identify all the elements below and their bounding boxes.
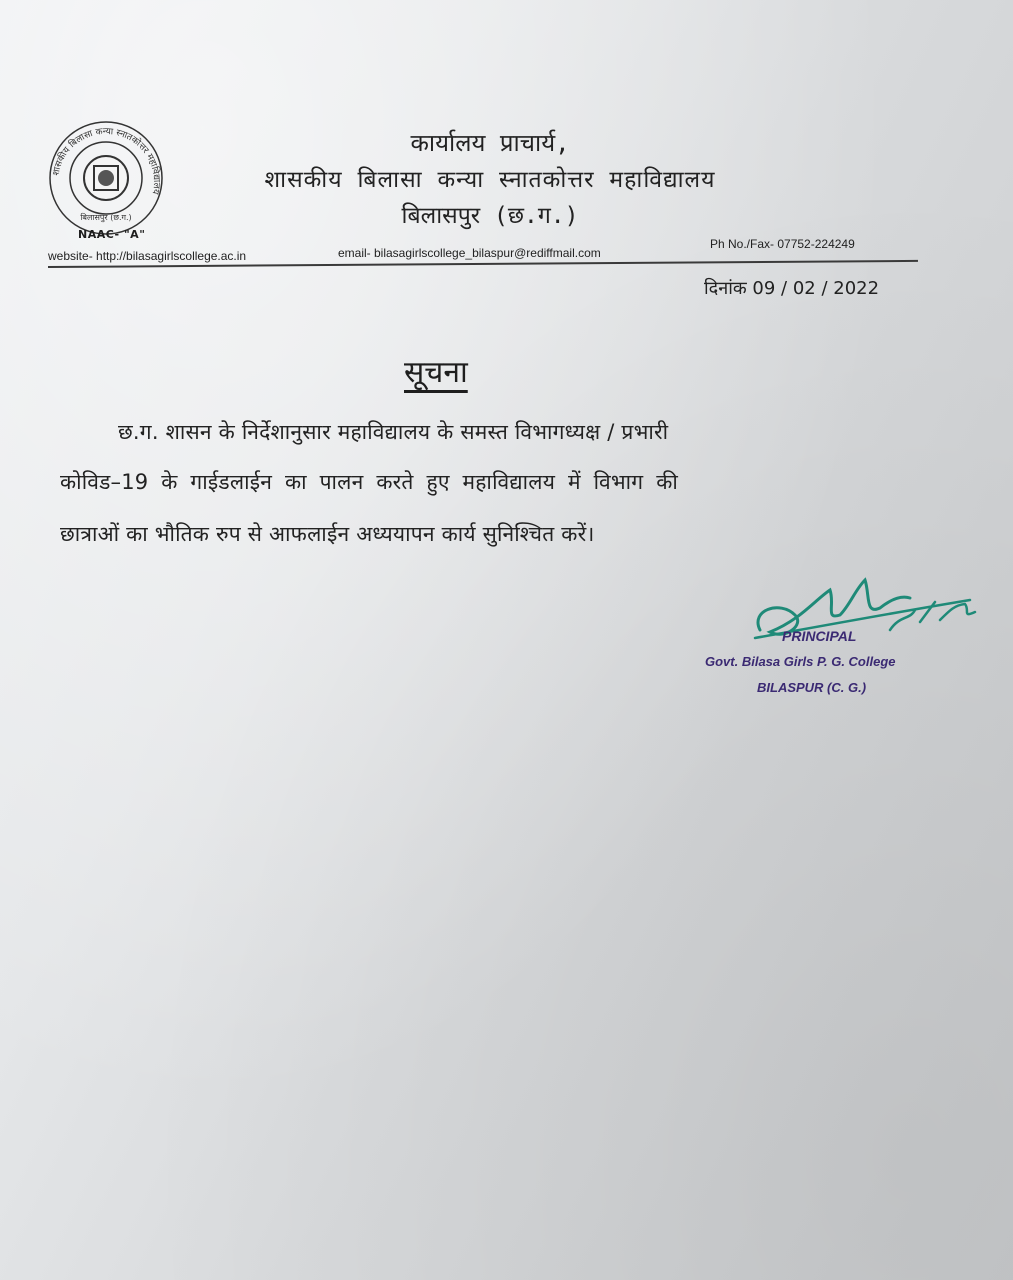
logo-bottom-text: बिलासपुर (छ.ग.): [80, 213, 132, 222]
college-name: शासकीय बिलासा कन्या स्नातकोत्तर महाविद्यालय: [264, 167, 716, 193]
naac-grade: NAAC- "A": [78, 228, 146, 241]
stamp-college: Govt. Bilasa Girls P. G. College: [705, 654, 896, 669]
notice-line-1: छ.ग. शासन के निर्देशानुसार महाविद्यालय के समस्त विभागध्यक्ष / प्रभारी: [118, 420, 669, 444]
office-line-1: कार्यालय प्राचार्य,: [410, 129, 570, 157]
principal-signature: [740, 560, 1000, 650]
college-city: बिलासपुर (छ.ग.): [401, 203, 579, 229]
phone-text: Ph No./Fax- 07752-224249: [710, 237, 855, 251]
logo-ring-text: शासकीय बिलासा कन्या स्नातकोत्तर महाविद्यालय: [51, 126, 162, 196]
stamp-city: BILASPUR (C. G.): [757, 680, 867, 695]
website-text: website- http://bilasagirlscollege.ac.in: [48, 249, 247, 263]
notice-line-3: छात्राओं का भौतिक रुप से आफलाईन अध्ययापन कार्य सुनिश्चित करें।: [60, 522, 595, 546]
email-text: email- bilasagirlscollege_bilaspur@rediffmail.com: [338, 246, 601, 260]
notice-date: दिनांक 09 / 02 / 2022: [704, 278, 880, 299]
stamp-principal: PRINCIPAL: [782, 628, 857, 644]
college-logo: [44, 120, 168, 244]
notice-line-2: कोविड–19 के गाईडलाईन का पालन करते हुए महाविद्यालय में विभाग की: [60, 470, 678, 494]
notice-title: सूचना: [404, 355, 468, 390]
